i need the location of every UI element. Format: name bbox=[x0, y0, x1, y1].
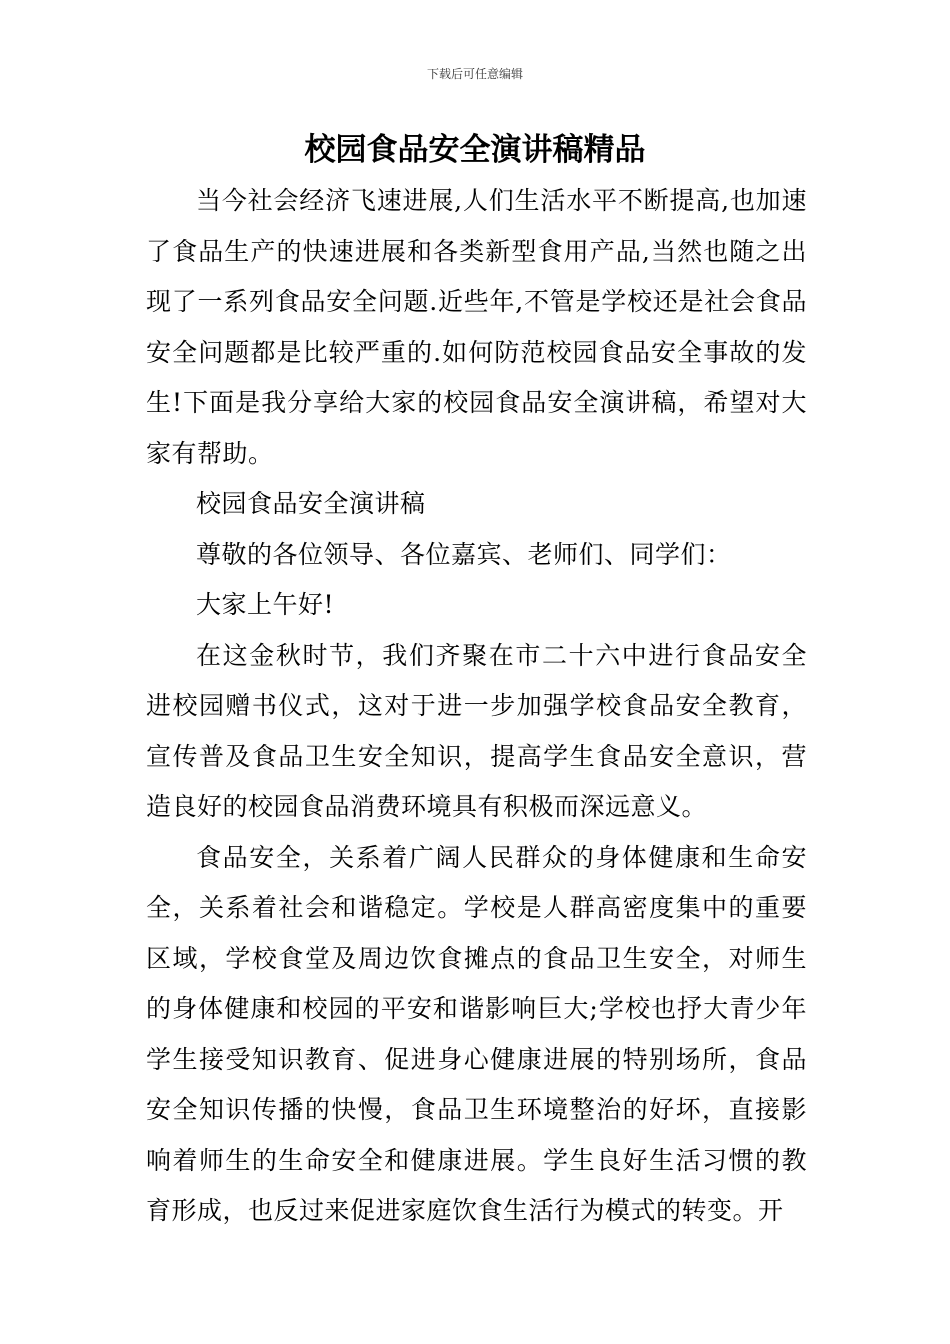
header-note: 下载后可任意编辑 bbox=[426, 67, 523, 81]
speech-heading: 校园食品安全演讲稿 bbox=[196, 489, 426, 518]
body-paragraph: 食品安全，关系着广阔人民群众的身体健康和生命安全，关系着社会和谐稳定。学校是人群高密度集中的重要区域，学校食堂及周边饮食摊点的食品卫生安全，对师生的身体健康和校园的平安和谐影响巨大;学校也抒大青少年学生接受知识教育、促进身心健康进展的特别场所，食品安全知识传播的快慢，食品卫生环境整治的好坏，直接影响着师生的生命安全和健康进展。学生良好生活习惯的教育形成，也反过来促进家庭饮食生活行为模式的转变。开 bbox=[146, 842, 807, 1225]
greeting: 大家上午好! bbox=[196, 590, 335, 619]
body-paragraph: 在这金秋时节，我们齐聚在市二十六中进行食品安全进校园赠书仪式，这对于进一步加强学校食品安全教育，宣传普及食品卫生安全知识，提高学生食品安全意识，营造良好的校园食品消费环境具有积极而深远意义。 bbox=[146, 640, 807, 821]
document-title: 校园食品安全演讲稿精品 bbox=[304, 132, 646, 168]
intro-paragraph: 当今社会经济飞速进展,人们生活水平不断提高,也加速了食品生产的快速进展和各类新型食用产品,当然也随之出现了一系列食品安全问题.近些年,不管是学校还是社会食品安全问题都是比较严重的.如何防范校园食品安全事故的发生!下面是我分享给大家的校园食品安全演讲稿，希望对大家有帮助。 bbox=[146, 186, 807, 468]
salutation: 尊敬的各位领导、各位嘉宾、老师们、同学们： bbox=[196, 539, 732, 569]
document-body bbox=[146, 176, 807, 1237]
